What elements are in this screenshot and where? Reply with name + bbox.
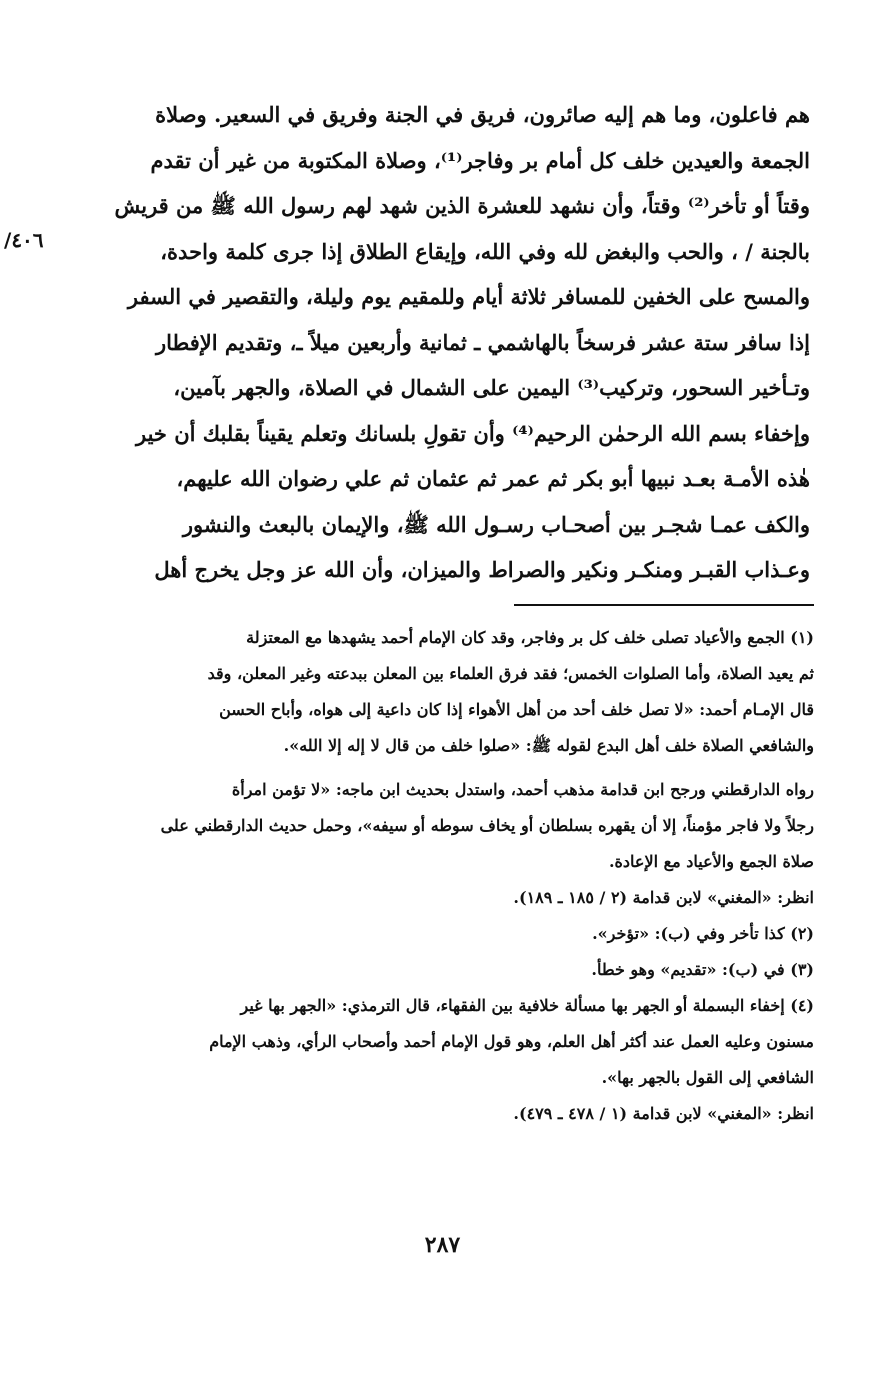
footnote-line: مسنون وعليه العمل عند أكثر أهل العلم، وهو قول الإمام أحمد وأصحاب الرأي، وذهب الإمام	[209, 1032, 814, 1051]
main-body-text	[86, 92, 810, 593]
body-line: وعـذاب القبـر ومنكـر ونكير والصراط والميزان، وأن الله عز وجل يخرج أهل	[154, 557, 810, 582]
footnote-line: (١) الجمع والأعياد تصلى خلف كل بر وفاجر، وقد كان الإمام أحمد يشهدها مع المعتزلة	[246, 628, 814, 647]
footnote-divider	[514, 604, 814, 606]
body-line: وإخفاء بسم الله الرحمٰن الرحيم⁽⁴⁾ وأن تقولِ بلسانك وتعلم يقيناً بقلبك أن خير	[136, 420, 810, 446]
page-number: ٢٨٧	[424, 1232, 461, 1258]
footnote-line: ثم يعيد الصلاة، وأما الصلوات الخمس؛ فقد فرق العلماء بين المعلن ببدعته وغير المعلن، وقد	[207, 664, 814, 683]
footnote-line: صلاة الجمع والأعياد مع الإعادة.	[608, 852, 814, 871]
footnote-2	[86, 916, 814, 952]
body-line: بالجنة / ، والحب والبغض لله وفي الله، وإيقاع الطلاق إذا جرى كلمة واحدة،	[160, 238, 810, 264]
body-line: وتـأخير السحور، وتركيب⁽³⁾ اليمين على الشمال في الصلاة، والجهر بآمين،	[173, 375, 810, 400]
footnote-line: رواه الدارقطني ورجح ابن قدامة مذهب أحمد، واستدل بحديث ابن ماجه: «لا تؤمن امرأة	[231, 780, 814, 799]
footnote-3	[86, 952, 814, 988]
footnote-1-continued	[86, 772, 814, 880]
footnote-1	[86, 620, 814, 764]
body-line: والمسح على الخفين للمسافر ثلاثة أيام وللمقيم يوم وليلة، والتقصير في السفر	[127, 284, 810, 309]
margin-page-reference: ٤٠٦/	[4, 228, 44, 252]
footnote-line: والشافعي الصلاة خلف أهل البدع لقوله ﷺ: «صلوا خلف من قال لا إله إلا الله».	[283, 736, 814, 755]
footnote-line: الشافعي إلى القول بالجهر بها».	[601, 1068, 814, 1087]
body-line: والكف عمـا شجـر بين أصحـاب رسـول الله ﷺ، والإيمان بالبعث والنشور	[182, 511, 810, 537]
body-line: إذا سافر ستة عشر فرسخاً بالهاشمي ـ ثمانية وأربعين ميلاً ـ، وتقديم الإفطار	[155, 329, 810, 355]
body-line: وقتاً أو تأخر⁽²⁾ وقتاً، وأن نشهد للعشرة الذين شهد لهم رسول الله ﷺ من قريش	[114, 193, 810, 218]
body-line: هم فاعلون، وما هم إليه صائرون، فريق في الجنة وفريق في السعير. وصلاة	[155, 102, 810, 127]
body-line: الجمعة والعيدين خلف كل أمام بر وفاجر⁽¹⁾، وصلاة المكتوبة من غير أن تقدم	[150, 147, 810, 173]
body-line: هٰذه الأمـة بعـد نبيها أبو بكر ثم عمر ثم عثمان ثم علي رضوان الله عليهم،	[176, 466, 810, 491]
footnote-line: (٢) كذا تأخر وفي (ب): «تؤخر».	[592, 924, 814, 943]
footnote-1-reference	[86, 880, 814, 916]
footnote-line: انظر: «المغني» لابن قدامة (٢ / ١٨٥ ـ ١٨٩).	[513, 888, 814, 907]
footnote-4-reference	[86, 1096, 814, 1132]
footnote-line: انظر: «المغني» لابن قدامة (١ / ٤٧٨ ـ ٤٧٩).	[513, 1104, 814, 1123]
footnotes-section	[86, 620, 814, 1132]
footnote-4	[86, 988, 814, 1096]
footnote-line: رجلاً ولا فاجر مؤمناً، إلا أن يقهره بسلطان أو يخاف سوطه أو سيفه»، وحمل حديث الدارقطني على	[160, 816, 814, 835]
footnote-line: (٣) في (ب): «تقديم» وهو خطأ.	[591, 960, 814, 979]
footnote-line: (٤) إخفاء البسملة أو الجهر بها مسألة خلافية بين الفقهاء، قال الترمذي: «الجهر بها غير	[240, 996, 814, 1015]
footnote-line: قال الإمـام أحمد: «لا تصل خلف أحد من أهل الأهواء إذا كان داعية إلى هواه، وأباح الحسن	[219, 700, 814, 719]
